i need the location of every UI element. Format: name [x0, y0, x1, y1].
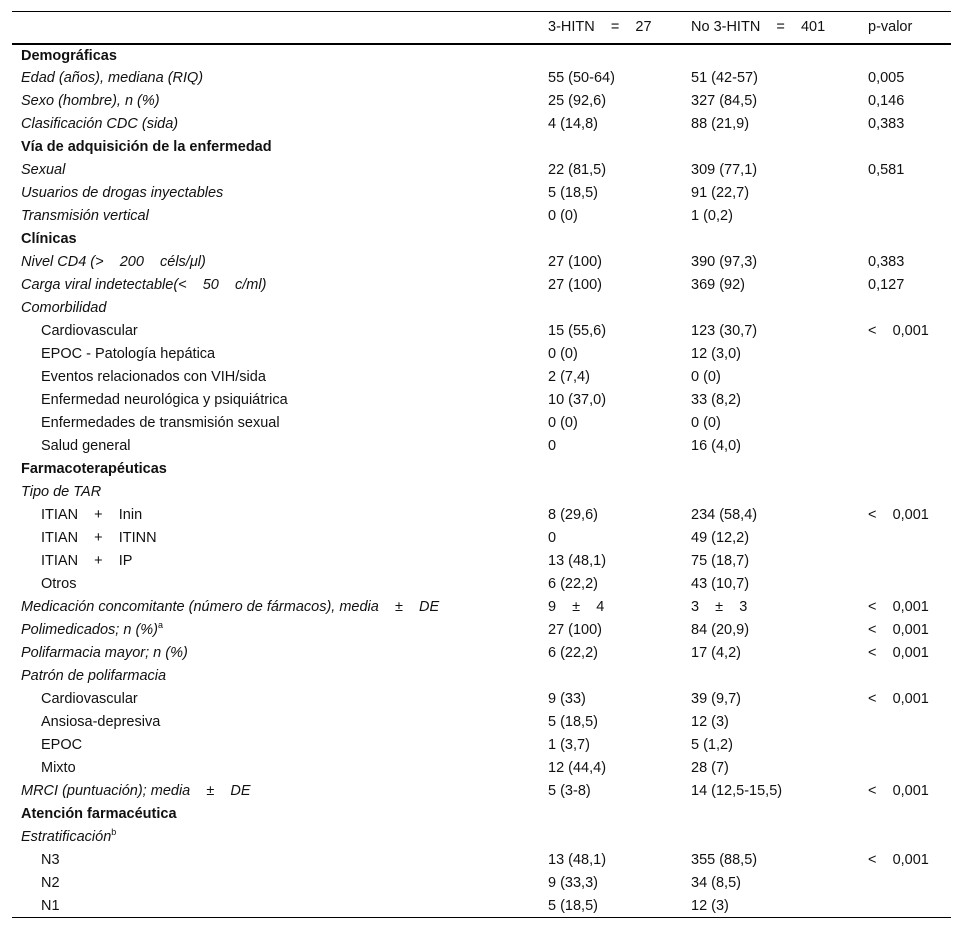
row-label [12, 159, 539, 182]
row-label-text: Demográficas [21, 47, 117, 64]
row-label [12, 596, 539, 619]
row-label-text: Enfermedades de transmisión sexual [41, 415, 280, 431]
row-label-text: EPOC - Patología hepática [41, 346, 216, 362]
value-3hitn: 0 (0) [548, 346, 578, 362]
table-row [12, 826, 951, 849]
p-value: < 0,001 [868, 622, 929, 638]
table-row [12, 550, 951, 573]
p-value [859, 826, 951, 849]
row-label [12, 688, 539, 711]
footnote-marker: a [158, 620, 164, 631]
row-label [12, 205, 539, 228]
value-no-3hitn: 12 (3) [691, 897, 729, 914]
row-label-text: N2 [41, 875, 60, 891]
row-label [12, 366, 539, 389]
p-value [859, 297, 951, 320]
row-label-text: Carga viral indetectable(< 50 c/ml) [21, 277, 267, 293]
row-label [12, 90, 539, 113]
p-value: < 0,001 [868, 783, 929, 799]
row-label-text: Salud general [41, 438, 131, 454]
p-value [859, 895, 951, 918]
value-3hitn: 9 (33,3) [548, 875, 598, 891]
p-value [859, 343, 951, 366]
table-row [12, 642, 951, 665]
value-no-3hitn: 49 (12,2) [691, 530, 750, 546]
row-label-text: N1 [41, 897, 60, 914]
row-label-text: Usuarios de drogas inyectables [21, 185, 224, 201]
value-3hitn: 5 (18,5) [548, 714, 598, 730]
p-value: < 0,001 [868, 852, 929, 868]
p-value [859, 412, 951, 435]
table-row [12, 412, 951, 435]
value-3hitn: 0 [548, 438, 557, 454]
row-label [12, 412, 539, 435]
p-value: 0,383 [868, 254, 905, 270]
value-no-3hitn: 123 (30,7) [691, 323, 758, 339]
row-label-text: Cardiovascular [41, 691, 138, 707]
p-value [859, 757, 951, 780]
row-label-text: Polifarmacia mayor; n (%) [21, 645, 188, 661]
row-label-text: Farmacoterapéuticas [21, 461, 167, 477]
p-value: 0,146 [868, 93, 905, 109]
p-value [859, 573, 951, 596]
value-3hitn: 15 (55,6) [548, 323, 607, 339]
section-heading [12, 44, 951, 67]
row-label [12, 734, 539, 757]
table-row [12, 780, 951, 803]
value-3hitn: 9 (33) [548, 691, 586, 707]
value-3hitn: 12 (44,4) [548, 760, 607, 776]
value-no-3hitn: 355 (88,5) [691, 852, 758, 868]
row-label [12, 872, 539, 895]
table-row [12, 389, 951, 412]
row-label-text: Medicación concomitante (número de fármacos), media ± DE [21, 599, 440, 615]
value-no-3hitn: 43 (10,7) [691, 576, 750, 592]
table-row [12, 527, 951, 550]
value-3hitn [539, 297, 682, 320]
header-cell-label [12, 12, 539, 44]
p-value [859, 734, 951, 757]
row-label [12, 113, 539, 136]
value-no-3hitn: 5 (1,2) [691, 737, 733, 753]
table-row [12, 481, 951, 504]
p-value [859, 182, 951, 205]
row-label-text: Mixto [41, 760, 76, 776]
p-value [859, 366, 951, 389]
row-label-text: Atención farmacéutica [21, 806, 177, 822]
value-3hitn: 8 (29,6) [548, 507, 598, 523]
value-no-3hitn: 88 (21,9) [691, 116, 750, 132]
p-value: 0,005 [868, 70, 905, 86]
value-no-3hitn: 327 (84,5) [691, 93, 758, 109]
row-label-text: Sexual [21, 162, 66, 178]
value-3hitn: 5 (18,5) [548, 897, 598, 914]
row-label [12, 573, 539, 596]
table-row [12, 297, 951, 320]
row-label [12, 182, 539, 205]
header-cell-3hitn: 3-HITN = 27 [548, 19, 652, 36]
value-no-3hitn: 3 ± 3 [691, 599, 748, 615]
value-no-3hitn [682, 481, 859, 504]
p-value: < 0,001 [868, 507, 929, 523]
table-row [12, 274, 951, 297]
table-row [12, 159, 951, 182]
row-label [12, 550, 539, 573]
value-no-3hitn: 234 (58,4) [691, 507, 758, 523]
section-heading [12, 458, 951, 481]
value-3hitn [539, 665, 682, 688]
row-label-text: Enfermedad neurológica y psiquiátrica [41, 392, 288, 408]
row-label-text: Sexo (hombre), n (%) [21, 93, 160, 109]
table-body [12, 44, 951, 918]
row-label-text: ITIAN + IP [41, 553, 133, 569]
value-no-3hitn: 17 (4,2) [691, 645, 741, 661]
section-row [12, 44, 951, 67]
section-heading [12, 136, 951, 159]
row-label-text: MRCI (puntuación); media ± DE [21, 783, 251, 799]
header-cell-pvalue: p-valor [868, 19, 913, 36]
value-3hitn: 27 (100) [548, 254, 603, 270]
value-3hitn: 0 (0) [548, 415, 578, 431]
value-3hitn: 13 (48,1) [548, 553, 607, 569]
row-label [12, 665, 539, 688]
row-label [12, 826, 539, 849]
value-3hitn: 0 (0) [548, 208, 578, 224]
section-row [12, 228, 951, 251]
row-label [12, 389, 539, 412]
row-label [12, 642, 539, 665]
table-row [12, 366, 951, 389]
value-3hitn: 6 (22,2) [548, 576, 598, 592]
p-value: < 0,001 [868, 323, 929, 339]
table-row [12, 849, 951, 872]
header-cell-no-3hitn: No 3-HITN = 401 [691, 19, 826, 36]
p-value [859, 435, 951, 458]
row-label [12, 297, 539, 320]
value-no-3hitn: 12 (3) [691, 714, 729, 730]
row-label-text: Polimedicados; n (%) [21, 622, 158, 638]
p-value [859, 550, 951, 573]
value-no-3hitn [682, 826, 859, 849]
row-label [12, 711, 539, 734]
p-value [859, 665, 951, 688]
row-label-text: EPOC [41, 737, 83, 753]
value-3hitn: 5 (18,5) [548, 185, 598, 201]
row-label-text: ITIAN + ITINN [41, 530, 157, 546]
p-value: 0,581 [868, 162, 905, 178]
table-row [12, 205, 951, 228]
row-label-text: Estratificación [21, 829, 112, 845]
row-label-text: Clasificación CDC (sida) [21, 116, 179, 132]
row-label-text: Otros [41, 576, 77, 592]
p-value: < 0,001 [868, 645, 929, 661]
section-row [12, 458, 951, 481]
row-label-text: Clínicas [21, 231, 77, 247]
table-row [12, 573, 951, 596]
table-row [12, 734, 951, 757]
value-3hitn: 25 (92,6) [548, 93, 607, 109]
row-label [12, 274, 539, 297]
value-no-3hitn: 91 (22,7) [691, 185, 750, 201]
section-row [12, 136, 951, 159]
row-label-text: Patrón de polifarmacia [21, 668, 167, 684]
value-no-3hitn: 1 (0,2) [691, 208, 733, 224]
value-3hitn [539, 826, 682, 849]
value-no-3hitn: 39 (9,7) [691, 691, 741, 707]
section-heading [12, 228, 951, 251]
table-row [12, 182, 951, 205]
value-no-3hitn: 28 (7) [691, 760, 729, 776]
section-row [12, 803, 951, 826]
row-label-text: Ansiosa-depresiva [41, 714, 161, 730]
value-no-3hitn: 309 (77,1) [691, 162, 758, 178]
value-3hitn: 9 ± 4 [548, 599, 605, 615]
row-label [12, 895, 539, 918]
value-3hitn: 4 (14,8) [548, 116, 598, 132]
row-label [12, 481, 539, 504]
row-label-text: Tipo de TAR [21, 484, 102, 500]
footnote-marker: b [111, 827, 117, 838]
table-row [12, 343, 951, 366]
row-label-text: Edad (años), mediana (RIQ) [21, 70, 204, 86]
table-row [12, 251, 951, 274]
value-no-3hitn [682, 297, 859, 320]
value-no-3hitn: 390 (97,3) [691, 254, 758, 270]
row-label [12, 320, 539, 343]
row-label [12, 251, 539, 274]
value-no-3hitn: 33 (8,2) [691, 392, 741, 408]
value-3hitn: 0 [548, 530, 557, 546]
row-label [12, 757, 539, 780]
value-3hitn: 2 (7,4) [548, 369, 590, 385]
table-row [12, 435, 951, 458]
section-heading [12, 803, 951, 826]
row-label [12, 343, 539, 366]
table-row [12, 688, 951, 711]
table-row [12, 596, 951, 619]
value-3hitn: 10 (37,0) [548, 392, 607, 408]
value-no-3hitn: 0 (0) [691, 369, 721, 385]
value-3hitn: 55 (50-64) [548, 70, 615, 86]
p-value [859, 872, 951, 895]
row-label-text: Transmisión vertical [21, 208, 149, 224]
header-row [12, 12, 951, 44]
row-label-text: Eventos relacionados con VIH/sida [41, 369, 266, 385]
table-row [12, 113, 951, 136]
data-table [12, 11, 951, 918]
value-no-3hitn: 14 (12,5-15,5) [691, 783, 783, 799]
value-no-3hitn: 51 (42-57) [691, 70, 758, 86]
row-label [12, 504, 539, 527]
table-row [12, 90, 951, 113]
row-label-text: ITIAN + Inin [41, 507, 143, 523]
value-no-3hitn: 16 (4,0) [691, 438, 741, 454]
p-value [859, 389, 951, 412]
table-row [12, 619, 951, 642]
value-no-3hitn: 369 (92) [691, 277, 746, 293]
table-row [12, 504, 951, 527]
value-3hitn [539, 481, 682, 504]
value-no-3hitn: 75 (18,7) [691, 553, 750, 569]
row-label [12, 849, 539, 872]
p-value [859, 711, 951, 734]
value-3hitn: 22 (81,5) [548, 162, 607, 178]
value-3hitn: 27 (100) [548, 622, 603, 638]
table-row [12, 665, 951, 688]
row-label-text: Vía de adquisición de la enfermedad [21, 139, 272, 155]
row-label-text: N3 [41, 852, 60, 868]
p-value: 0,127 [868, 277, 905, 293]
table-row [12, 67, 951, 90]
row-label [12, 619, 539, 642]
row-label-text: Nivel CD4 (> 200 céls/μl) [21, 254, 206, 270]
p-value: < 0,001 [868, 691, 929, 707]
value-no-3hitn: 84 (20,9) [691, 622, 750, 638]
table-row [12, 895, 951, 918]
value-3hitn: 13 (48,1) [548, 852, 607, 868]
value-no-3hitn: 34 (8,5) [691, 875, 741, 891]
row-label [12, 527, 539, 550]
value-no-3hitn [682, 665, 859, 688]
p-value [859, 481, 951, 504]
value-no-3hitn: 0 (0) [691, 415, 721, 431]
p-value [859, 205, 951, 228]
p-value: < 0,001 [868, 599, 929, 615]
row-label-text: Cardiovascular [41, 323, 138, 339]
p-value: 0,383 [868, 116, 905, 132]
value-3hitn: 27 (100) [548, 277, 603, 293]
table-row [12, 320, 951, 343]
row-label-text: Comorbilidad [21, 300, 107, 316]
table-row [12, 757, 951, 780]
row-label [12, 67, 539, 90]
value-3hitn: 5 (3-8) [548, 783, 591, 799]
table-row [12, 711, 951, 734]
p-value [859, 527, 951, 550]
table-row [12, 872, 951, 895]
value-no-3hitn: 12 (3,0) [691, 346, 741, 362]
value-3hitn: 1 (3,7) [548, 737, 590, 753]
value-3hitn: 6 (22,2) [548, 645, 598, 661]
row-label [12, 435, 539, 458]
row-label [12, 780, 539, 803]
